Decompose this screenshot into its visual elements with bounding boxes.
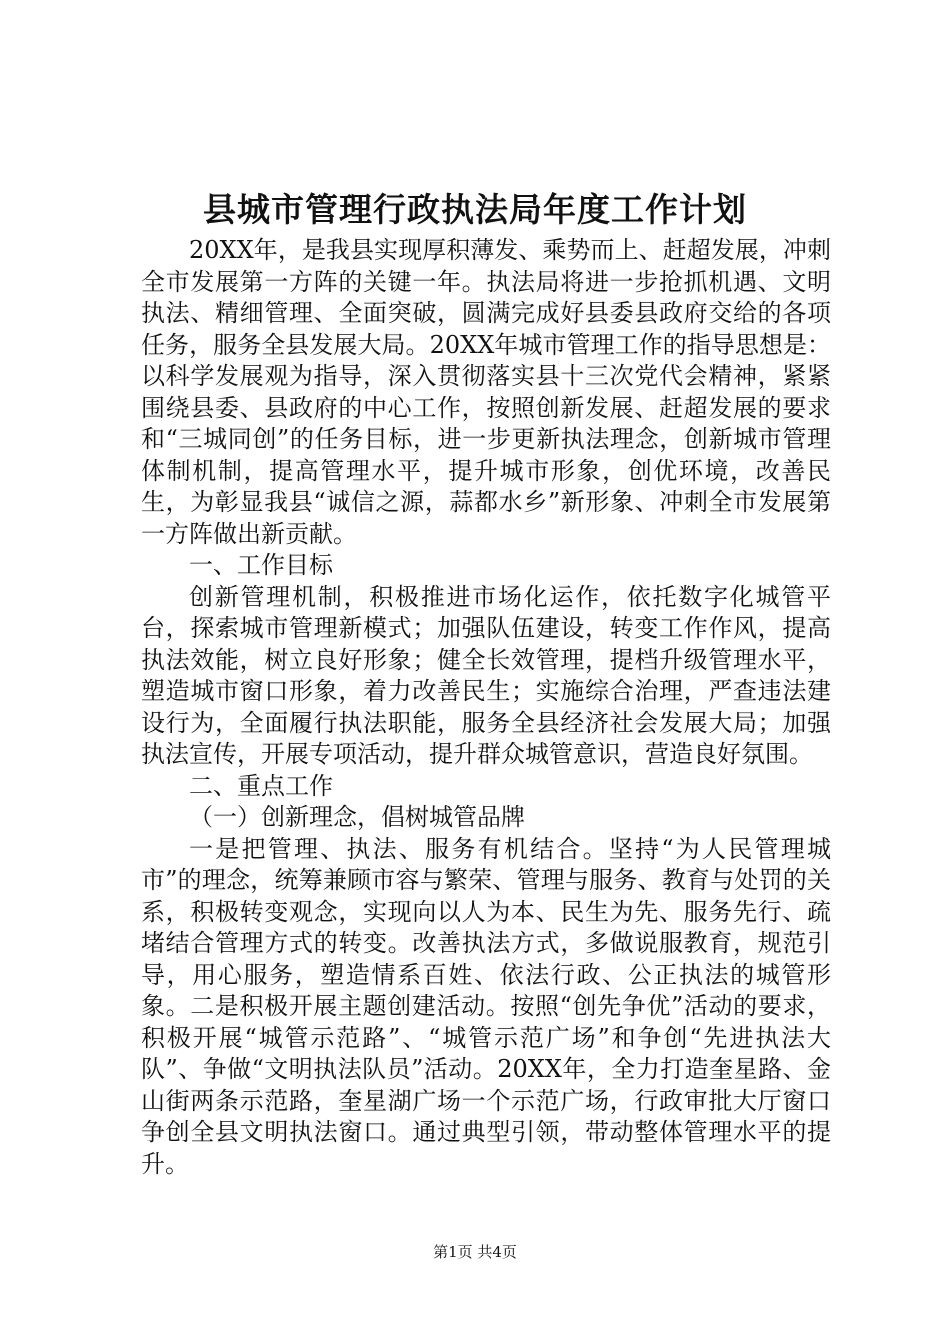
page-footer: 第1页 共4页 [433,1243,517,1261]
document-body [141,235,831,1180]
section-heading-goals: 一、工作目标 [189,551,333,579]
brand-paragraph: 一是把管理、执法、服务有机结合。坚持“为人民管理城市”的理念，统筹兼顾市容与繁荣、管理与服务、教育与处罚的关系，积极转变观念，实现向以人为本、民生为先、服务先行、疏堵结合管理方式的转变。改善执法方式，多做说服教育，规范引导，用心服务，塑造情系百姓、依法行政、公正执法的城管形象。二是积极开展主题创建活动。按照“创先争优”活动的要求，积极开展“城管示范路”、“城管示范广场”和争创“先进执法大队”、争做“文明执法队员”活动。20XX年，全力打造奎星路、金山街两条示范路，奎星湖广场一个示范广场，行政审批大厅窗口争创全县文明执法窗口。通过典型引领，带动整体管理水平的提升。 [141,834,831,1178]
subsection-heading-brand: （一）创新理念，倡树城管品牌 [189,803,525,831]
intro-paragraph: 20XX年，是我县实现厚积薄发、乘势而上、赶超发展，冲刺全市发展第一方阵的关键一年。执法局将进一步抢抓机遇、文明执法、精细管理、全面突破，圆满完成好县委县政府交给的各项任务，服务全县发展大局。20XX年城市管理工作的指导思想是：以科学发展观为指导，深入贯彻落实县十三次党代会精神，紧紧围绕县委、县政府的中心工作，按照创新发展、赶超发展的要求和“三城同创”的任务目标，进一步更新执法理念，创新城市管理体制机制，提高管理水平，提升城市形象，创优环境，改善民生，为彰显我县“诚信之源，蒜都水乡”新形象、冲刺全市发展第一方阵做出新贡献。 [141,236,831,548]
section-heading-key-work: 二、重点工作 [189,771,333,800]
document-title: 县城市管理行政执法局年度工作计划 [203,190,747,229]
goals-paragraph: 创新管理机制，积极推进市场化运作，依托数字化城管平台，探索城市管理新模式；加强队伍建设，转变工作作风，提高执法效能，树立良好形象；健全长效管理，提档升级管理水平，塑造城市窗口形象，着力改善民生；实施综合治理，严查违法建设行为，全面履行执法职能，服务全县经济社会发展大局；加强执法宣传，开展专项活动，提升群众城管意识，营造良好氛围。 [141,582,831,768]
